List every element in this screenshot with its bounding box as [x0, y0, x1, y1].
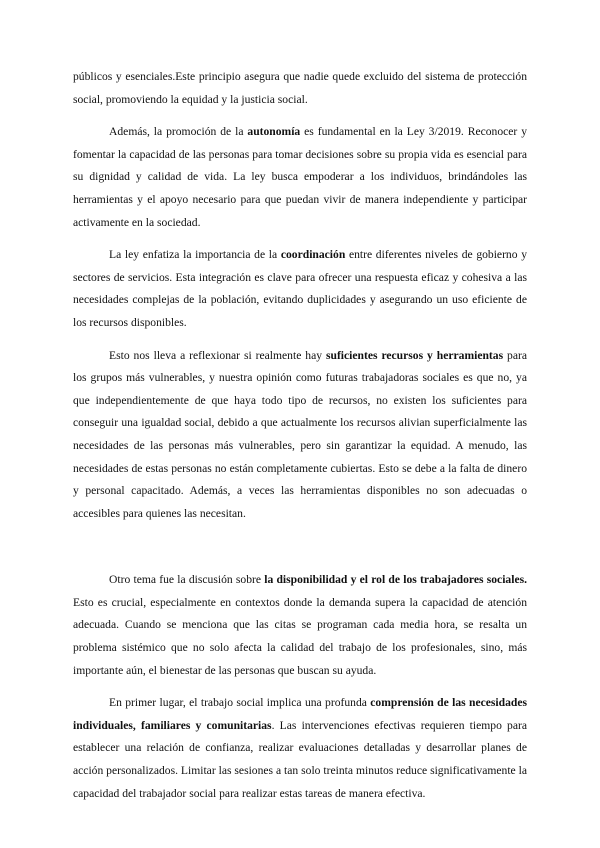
- paragraph-coordinacion: [73, 244, 527, 334]
- paragraph-text: es fundamental en la Ley 3/2019. Reconocer y fomentar la capacidad de las personas para tomar decisiones sobre su propia vida es esencial para su dignidad y calidad de vida. La ley busca empoderar a los individuos, brindándoles las herramientas y el apoyo necesario para que puedan vivir de manera independiente y participar activamente en la sociedad.: [73, 125, 527, 229]
- paragraph-comprension: [73, 692, 527, 805]
- bold-term-recursos: suficientes recursos y herramientas: [325, 348, 504, 362]
- paragraph-text: . Las intervenciones efectivas requieren tiempo para establecer una relación de confianza, realizar evaluaciones detalladas y desarrollar planes de acción personalizados. Limitar las sesiones a tan solo treinta minutos reduce significativamente la capacidad del trabajador social para realizar estas tareas de manera efectiva.: [73, 718, 527, 800]
- paragraph-text: Esto nos lleva a reflexionar si realmente hay: [109, 348, 326, 362]
- paragraph-text: Otro tema fue la discusión sobre: [109, 573, 265, 587]
- bold-term-autonomia: autonomía: [247, 125, 301, 139]
- paragraph-recursos: [73, 345, 527, 526]
- paragraph-continuation: [73, 66, 527, 111]
- paragraph-autonomia: [73, 121, 527, 234]
- bold-term-comprension: comprensión de las necesidades individuales, familiares y comunitarias: [73, 696, 528, 732]
- paragraph-disponibilidad: [73, 569, 527, 682]
- bold-term-coordinacion: coordinación: [280, 248, 346, 262]
- paragraph-text: En primer lugar, el trabajo social implica una profunda: [109, 696, 371, 710]
- bold-term-disponibilidad: la disponibilidad y el rol de los trabajadores sociales.: [264, 573, 527, 587]
- paragraph-text: entre diferentes niveles de gobierno y sectores de servicios. Esta integración es clave para ofrecer una respuesta eficaz y cohesiva a las necesidades complejas de la población, evitando duplicidades y asegurando un uso eficiente de los recursos disponibles.: [73, 248, 527, 329]
- paragraph-text: Esto es crucial, especialmente en contextos donde la demanda supera la capacidad de atención adecuada. Cuando se menciona que las citas se programan cada media hora, se resalta un problema sistémico que no solo afecta la calidad del trabajo de los profesionales, sino, más importante aún, el bienestar de las personas que buscan su ayuda.: [73, 595, 527, 677]
- paragraph-text: públicos y esenciales.Este principio asegura que nadie quede excluido del sistema de protección social, promoviendo la equidad y la justicia social.: [73, 70, 527, 106]
- paragraph-text: Además, la promoción de la: [109, 125, 248, 139]
- paragraph-text: La ley enfatiza la importancia de la: [109, 248, 281, 262]
- paragraph-text: para los grupos más vulnerables, y nuestra opinión como futuras trabajadoras sociales es que no, ya que independientemente de que haya todo tipo de recursos, no existen los suficientes para conseguir una igualdad social, debido a que actualmente los recursos alivian superficialmente las necesidades de las personas más vulnerables, pero sin garantizar la equidad. A menudo, las necesidades de estas personas no están completamente cubiertas. Esto se debe a la falta de dinero y personal capacitado. Además, a veces las herramientas disponibles no son adecuadas o accesibles para quienes las necesitan.: [73, 348, 528, 520]
